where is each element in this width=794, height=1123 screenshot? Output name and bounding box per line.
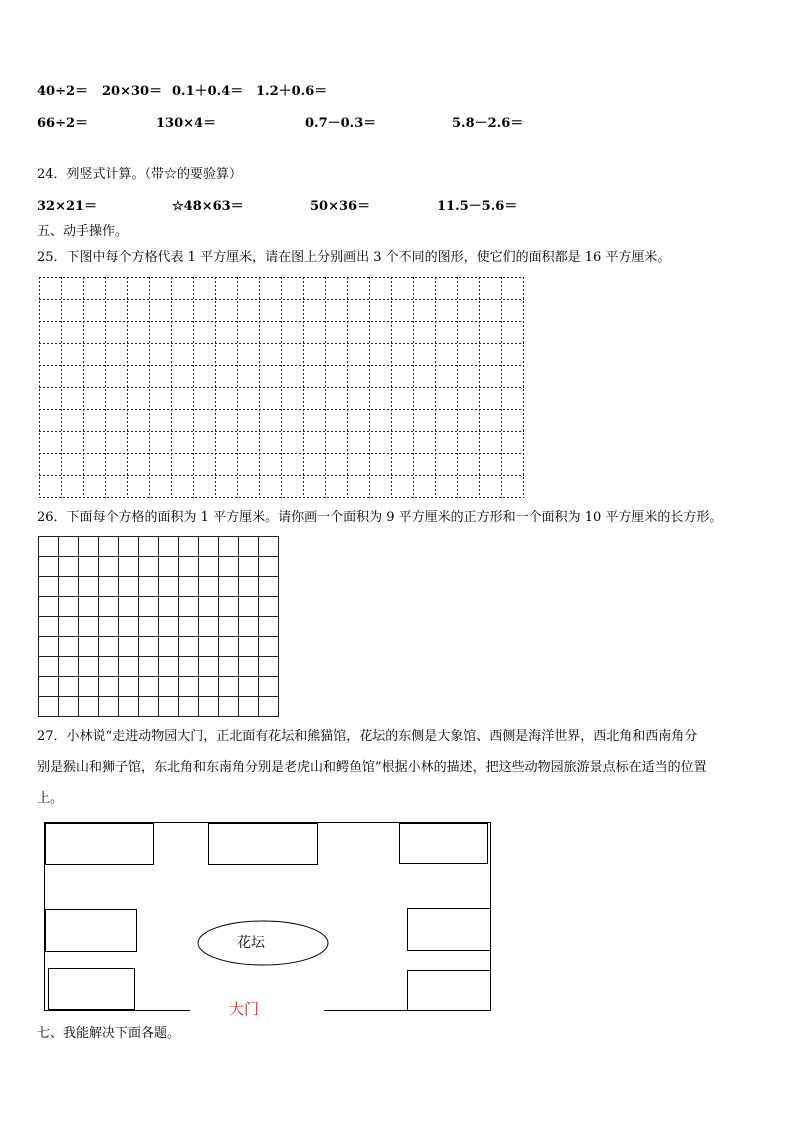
gate-label: 大门 [229, 1000, 260, 1018]
southeast-box[interactable] [407, 970, 491, 1011]
calc-1-2: 20×30＝ [102, 84, 163, 99]
q24-item-3: 50×36＝ [310, 199, 371, 214]
calc-2-1: 66÷2＝ [37, 116, 89, 131]
q24-item-4: 11.5－5.6＝ [437, 199, 518, 214]
calc-1-4: 1.2＋0.6＝ [256, 84, 328, 99]
calc-2-2: 130×4＝ [156, 116, 217, 131]
q25-dashed-grid [39, 277, 527, 499]
q25-text: 25．下图中每个方格代表 1 平方厘米，请在图上分别画出 3 个不同的图形，使它们的面积都是 16 平方厘米。 [37, 250, 671, 265]
calc-1-1: 40÷2＝ [37, 84, 89, 99]
calc-2-3: 0.7－0.3＝ [305, 116, 377, 131]
calc-2-4: 5.8－2.6＝ [452, 116, 524, 131]
flowerbed-label: 花坛 [237, 935, 265, 951]
q27-line-1: 27．小林说“走进动物园大门，正北面有花坛和熊猫馆，花坛的东侧是大象馆、西侧是海洋世界，西北角和西南角分 [37, 729, 698, 744]
section-7-heading: 七、我能解决下面各题。 [37, 1026, 181, 1041]
q27-line-2: 别是猴山和狮子馆，东北角和东南角分别是老虎山和鳄鱼馆”根据小林的描述，把这些动物园旅游景点标在适当的位置 [37, 760, 707, 775]
northwest-box[interactable] [45, 823, 154, 865]
zoo-map [44, 822, 494, 1018]
northeast-box[interactable] [399, 823, 488, 864]
calc-1-3: 0.1＋0.4＝ [172, 84, 244, 99]
q27-line-3: 上。 [37, 791, 64, 806]
southwest-box[interactable] [48, 968, 135, 1010]
q24-item-2: ☆48×63＝ [172, 199, 244, 214]
q24-item-1: 32×21＝ [37, 199, 98, 214]
north-box[interactable] [208, 823, 318, 865]
q24-title: 24．列竖式计算。（带☆的要验算） [37, 167, 243, 182]
west-box[interactable] [45, 909, 137, 952]
east-box[interactable] [407, 908, 491, 951]
section-5-heading: 五、动手操作。 [37, 224, 129, 239]
q26-text: 26．下面每个方格的面积为 1 平方厘米。请你画一个面积为 9 平方厘米的正方形和一个面积为 10 平方厘米的长方形。 [37, 510, 723, 525]
q26-solid-grid [38, 536, 280, 718]
